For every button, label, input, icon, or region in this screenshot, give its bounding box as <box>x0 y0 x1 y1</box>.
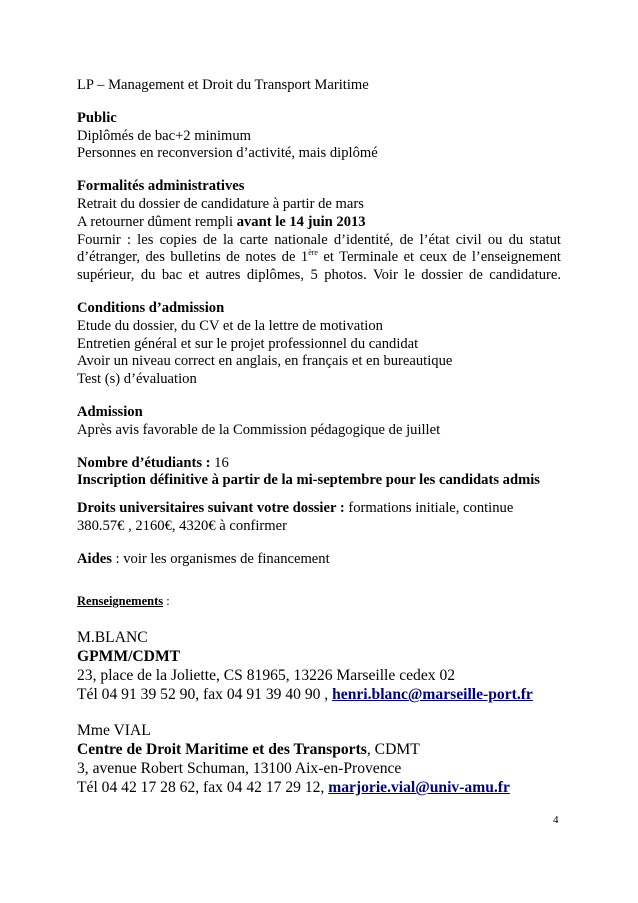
program-title-block <box>77 77 561 95</box>
renseignements-suffix: : <box>163 593 170 608</box>
aides-text: : voir les organismes de financement <box>111 550 330 567</box>
contact-phone: Tél 04 42 17 28 62, fax 04 42 17 29 12, <box>77 779 329 797</box>
deadline-date: avant le 14 juin 2013 <box>236 213 366 230</box>
formalites-line-2-text: A retourner dûment rempli <box>77 213 237 230</box>
admission-heading: Admission <box>77 403 143 420</box>
condition-item: Avoir un niveau correct en anglais, en français et en bureautique <box>77 353 453 370</box>
program-title: LP – Management et Droit du Transport Maritime <box>77 77 369 93</box>
formalites-heading: Formalités administratives <box>77 178 245 195</box>
aides-label: Aides <box>77 550 112 567</box>
contact-address: 23, place de la Joliette, CS 81965, 13226 Marseille cedex 02 <box>77 667 456 685</box>
public-line-2: Personnes en reconversion d’activité, mais diplômé <box>77 145 378 162</box>
contact-phone-line <box>77 778 561 797</box>
etudiants-label: Nombre d’étudiants : <box>77 454 215 471</box>
contact-name: M.BLANC <box>77 629 148 647</box>
section-droits <box>77 500 561 536</box>
section-conditions <box>77 300 561 389</box>
section-admission <box>77 404 561 440</box>
contact-phone-line <box>77 685 561 704</box>
section-aides <box>77 551 561 569</box>
formalites-line-2 <box>77 214 561 232</box>
contact-org: Centre de Droit Maritime et des Transports <box>77 741 367 759</box>
condition-item: Etude du dossier, du CV et de la lettre de motivation <box>77 317 383 334</box>
section-formalites <box>77 178 561 285</box>
fournir-paragraph <box>77 232 561 285</box>
inscription-line: Inscription définitive à partir de la mi-septembre pour les candidats admis <box>77 472 540 489</box>
contact-org: GPMM/CDMT <box>77 648 181 666</box>
contact-email-link[interactable]: marjorie.vial@univ-amu.fr <box>328 779 510 797</box>
section-public <box>77 110 561 163</box>
renseignements-label: Renseignements <box>77 593 164 608</box>
fournir-superscript: ère <box>308 248 318 258</box>
contact-name: Mme VIAL <box>77 722 151 740</box>
contact-vial <box>77 721 561 797</box>
public-heading: Public <box>77 109 117 126</box>
page-number: 4 <box>553 814 559 826</box>
aides-line <box>77 551 561 569</box>
etudiants-value: 16 <box>214 454 229 471</box>
contact-org-line <box>77 740 561 759</box>
renseignements-line <box>77 593 561 611</box>
contact-phone: Tél 04 91 39 52 90, fax 04 91 39 40 90 , <box>77 686 333 704</box>
contact-address: 3, avenue Robert Schuman, 13100 Aix-en-Provence <box>77 760 402 778</box>
droits-text-1: formations initiale, continue <box>348 500 514 517</box>
formalites-line-1: Retrait du dossier de candidature à partir de mars <box>77 195 364 212</box>
droits-line-1 <box>77 500 561 518</box>
etudiants-line <box>77 455 561 473</box>
condition-item: Test (s) d’évaluation <box>77 371 197 388</box>
contact-org-suffix: , CDMT <box>366 741 420 759</box>
droits-line-2: 380.57€ , 2160€, 4320€ à confirmer <box>77 517 287 534</box>
page-content <box>77 77 561 797</box>
section-etudiants <box>77 455 561 491</box>
contact-blanc <box>77 628 561 704</box>
public-line-1: Diplômés de bac+2 minimum <box>77 127 252 144</box>
fournir-part-1: Fournir : les copies de la carte nationale d’identité, de l’état civil ou du statut d’étranger, des bulletins de notes de 1 <box>77 231 561 266</box>
conditions-heading: Conditions d’admission <box>77 299 225 316</box>
fournir-part-2: et Terminale et ceux de l’enseignement supérieur, du bac et autres diplômes, 5 photos. Voir le dossier de candidature. <box>77 249 561 284</box>
contact-email-link[interactable]: henri.blanc@marseille-port.fr <box>332 686 533 704</box>
condition-item: Entretien général et sur le projet professionnel du candidat <box>77 335 419 352</box>
section-renseignements <box>77 593 561 611</box>
droits-label: Droits universitaires suivant votre dossier : <box>77 500 349 517</box>
admission-text: Après avis favorable de la Commission pédagogique de juillet <box>77 421 441 438</box>
